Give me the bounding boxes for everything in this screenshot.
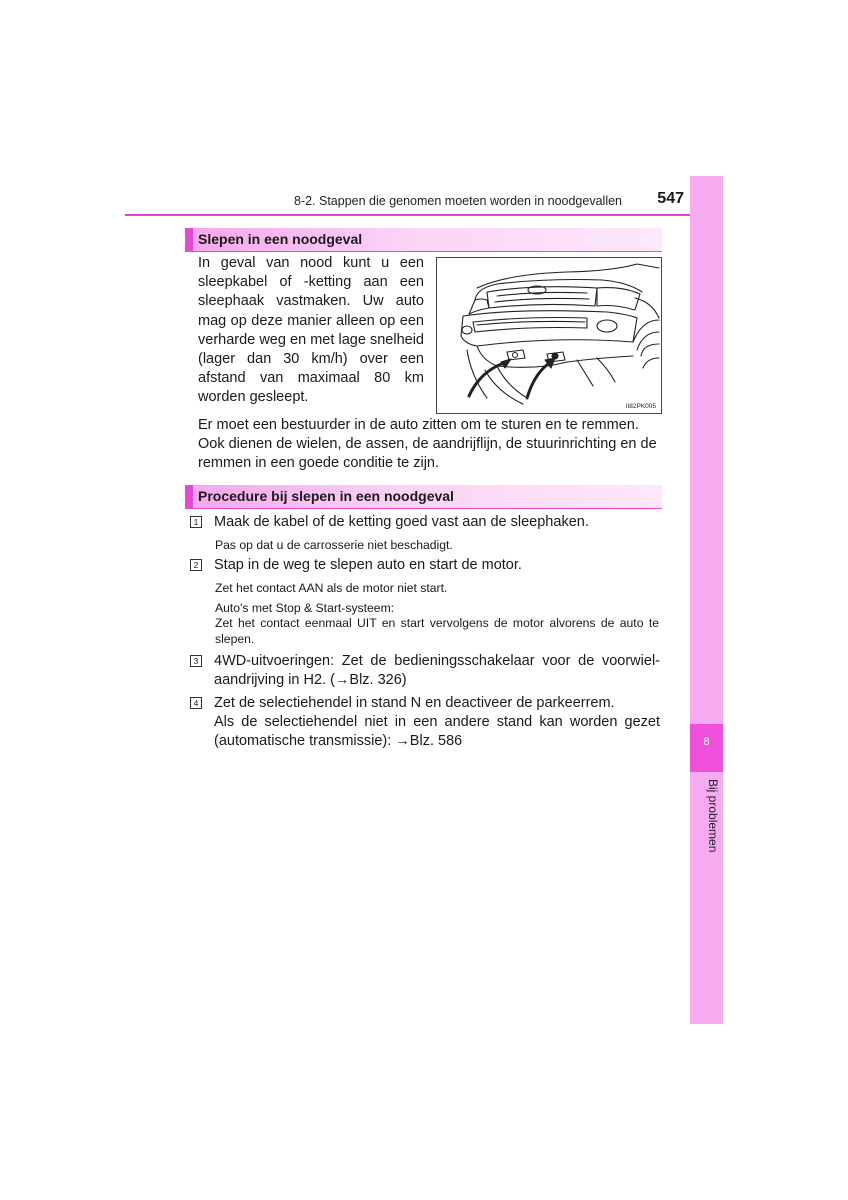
- heading-underline: [185, 508, 662, 509]
- step-note: Zet het contact AAN als de motor niet start.: [215, 581, 448, 595]
- page-number: 547: [657, 190, 684, 207]
- section-heading-emergency-towing: Slepen in een noodgeval: [185, 228, 662, 251]
- chapter-number: 8: [703, 736, 710, 748]
- step-number-box: 4: [190, 697, 202, 709]
- driver-requirement-paragraph: Er moet een bestuurder in de auto zitten om te sturen en te remmen. Ook dienen de wielen, de assen, de aandrijflijn, de stuurinrichting en de remmen in een goede conditie te zijn.: [198, 417, 657, 472]
- step-number-box: 2: [190, 559, 202, 571]
- figure-code: II82PK005: [625, 403, 656, 410]
- step-note: Pas op dat u de carrosserie niet beschadigt.: [215, 538, 453, 552]
- stop-start-note-text: Zet het contact eenmaal UIT en start vervolgens de motor alvorens de auto te slepen.: [215, 616, 659, 646]
- running-header: 8-2. Stappen die genomen moeten worden in noodgevallen: [293, 194, 622, 208]
- intro-paragraph: In geval van nood kunt u een sleepkabel of -ketting aan een sleephaak vastmaken. Uw auto mag op deze manier alleen op een verharde weg en met lage snelheid (lager dan 30 km/h) over een afstand van maximaal 80 km worden gesleept.: [198, 255, 424, 406]
- stop-start-note-title: Auto's met Stop & Start-systeem:: [215, 601, 395, 615]
- step-number-box: 3: [190, 655, 202, 667]
- header-divider: [125, 214, 690, 216]
- chapter-side-tab: [690, 176, 723, 1024]
- step-text: Zet de selectiehendel in stand N en deactiveer de parkeerrem.: [214, 695, 615, 711]
- chapter-label: Bij problemen: [706, 779, 720, 853]
- chapter-marker: [690, 724, 723, 772]
- vehicle-front-drawing: [437, 258, 661, 413]
- step-number-box: 1: [190, 516, 202, 528]
- step-text: 4WD-uitvoeringen: Zet de bedieningsschakelaar voor de voorwiel-aandrijving in H2. (→Blz. 326): [214, 653, 660, 689]
- step-text-continued: Als de selectiehendel niet in een andere stand kan worden gezet (automatische transmissie): →Blz. 586: [214, 714, 660, 750]
- step-text: Stap in de weg te slepen auto en start de motor.: [214, 557, 522, 573]
- heading-underline: [185, 251, 662, 252]
- section-heading-towing-procedure: Procedure bij slepen in een noodgeval: [185, 485, 662, 508]
- towing-hook-illustration: [436, 257, 662, 414]
- step-text: Maak de kabel of de ketting goed vast aan de sleephaken.: [214, 514, 589, 530]
